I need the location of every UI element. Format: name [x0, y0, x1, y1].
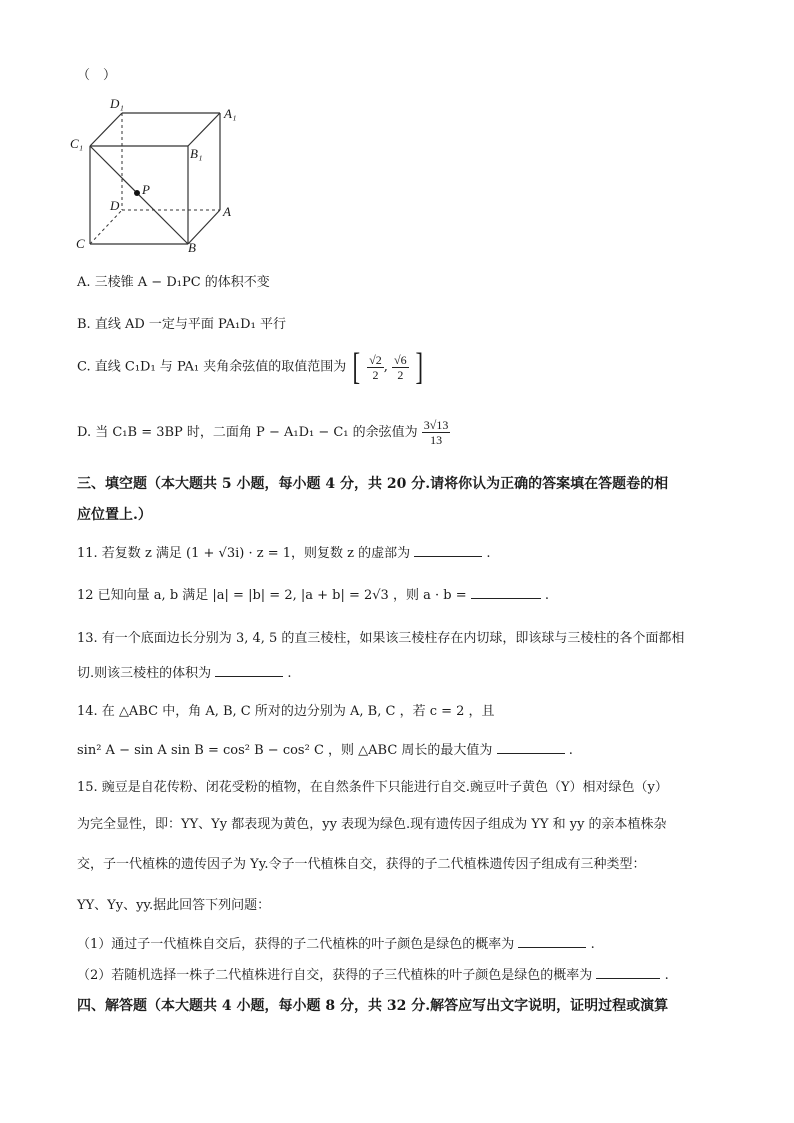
option-c-text: C. 直线 C₁D₁ 与 PA₁ 夹角余弦值的取值范围为	[77, 359, 347, 375]
label-C: C	[76, 236, 85, 251]
answer-blank-11[interactable]	[414, 544, 482, 557]
section3-heading-line1: 三、填空题（本大题共 5 小题，每小题 4 分，共 20 分.请将你认为正确的答案填在答题卷的相	[77, 476, 669, 492]
question-12: 12 已知向量 a, b 满足 |a| = |b| = 2, |a + b| = 2√3 ，则 a · b = .	[77, 588, 550, 603]
fraction-sqrt2-over-2: $\frac{√2}{2}$	[369, 352, 382, 382]
question-14-line1: 14. 在 △ABC 中，角 A, B, C 所对的边分别为 A, B, C ，若 c = 2 ，且	[77, 704, 495, 719]
question-11: 11. 若复数 z 满足 (1 + √3i) · z = 1，则复数 z 的虚部为 .	[77, 546, 491, 561]
answer-paren: （ ）	[77, 68, 117, 83]
left-bracket: [	[352, 346, 361, 388]
question-14-line2: sin² A − sin A sin B = cos² B − cos² C ，则 △ABC 周长的最大值为 .	[77, 743, 573, 758]
label-D1: D₁	[110, 96, 124, 111]
section4-heading: 四、解答题（本大题共 4 小题，每小题 8 分，共 32 分.解答应写出文字说明，证明过程或演算	[77, 998, 669, 1014]
answer-blank-12[interactable]	[471, 586, 541, 599]
question-15-sub2: （2）若随机选择一株子二代植株进行自交，获得的子三代植株的叶子颜色是绿色的概率为 .	[77, 968, 669, 983]
option-b: B. 直线 AD 一定与平面 PA₁D₁ 平行	[77, 317, 286, 332]
question-15-line1: 15. 豌豆是自花传粉、闭花受粉的植物，在自然条件下只能进行自交.豌豆叶子黄色（Y）相对绿色（y）	[77, 780, 668, 795]
option-a: A. 三棱锥 A − D₁PC 的体积不变	[77, 275, 270, 290]
edge-C1D1	[90, 113, 122, 146]
fraction-3sqrt13-over-13: $\frac{3√13}{13}$	[423, 418, 449, 447]
label-B1: B₁	[190, 146, 203, 161]
option-d	[77, 418, 450, 447]
right-bracket: ]	[415, 346, 423, 388]
cube-figure	[70, 92, 250, 262]
option-d-text: D. 当 C₁B = 3BP 时，二面角 P − A₁D₁ − C₁ 的余弦值为	[77, 425, 418, 440]
section3-heading-line2: 应位置上.）	[77, 507, 152, 523]
label-A: A	[223, 204, 231, 219]
option-c: C. 直线 C₁D₁ 与 PA₁ 夹角余弦值的取值范围为 [ $\frac{√2}{2}$ , $\frac{√6}{2}$ ]	[77, 346, 423, 388]
edge-CD	[90, 210, 122, 244]
point-P	[134, 190, 140, 196]
question-13-line2: 切.则该三棱柱的体积为 .	[77, 666, 292, 681]
label-P: P	[142, 182, 150, 197]
label-A1: A₁	[224, 106, 237, 121]
answer-blank-15-2[interactable]	[596, 966, 660, 979]
question-15-line3: 交，子一代植株的遗传因子为 Yy.令子一代植株自交，获得的子二代植株遗传因子组成有三种类型：	[77, 857, 646, 872]
answer-blank-14[interactable]	[497, 741, 565, 754]
question-15-line4: YY、Yy、yy.据此回答下列问题：	[77, 898, 271, 913]
answer-blank-15-1[interactable]	[518, 935, 586, 948]
edge-BA	[188, 210, 220, 244]
label-D: D	[110, 198, 120, 213]
edge-B1A1	[188, 113, 220, 146]
label-B: B	[188, 240, 196, 255]
question-13-line1: 13. 有一个底面边长分别为 3, 4, 5 的直三棱柱，如果该三棱柱存在内切球，即该球与三棱柱的各个面都相	[77, 631, 685, 646]
fraction-sqrt6-over-2: $\frac{√6}{2}$	[394, 352, 407, 382]
question-15-sub1: （1）通过子一代植株自交后，获得的子二代植株的叶子颜色是绿色的概率为 .	[77, 937, 595, 952]
answer-blank-13[interactable]	[215, 664, 283, 677]
question-15-line2: 为完全显性，即：YY、Yy 都表现为黄色，yy 表现为绿色.现有遗传因子组成为 YY 和 yy 的亲本植株杂	[77, 817, 667, 832]
label-C1: C₁	[70, 136, 84, 151]
